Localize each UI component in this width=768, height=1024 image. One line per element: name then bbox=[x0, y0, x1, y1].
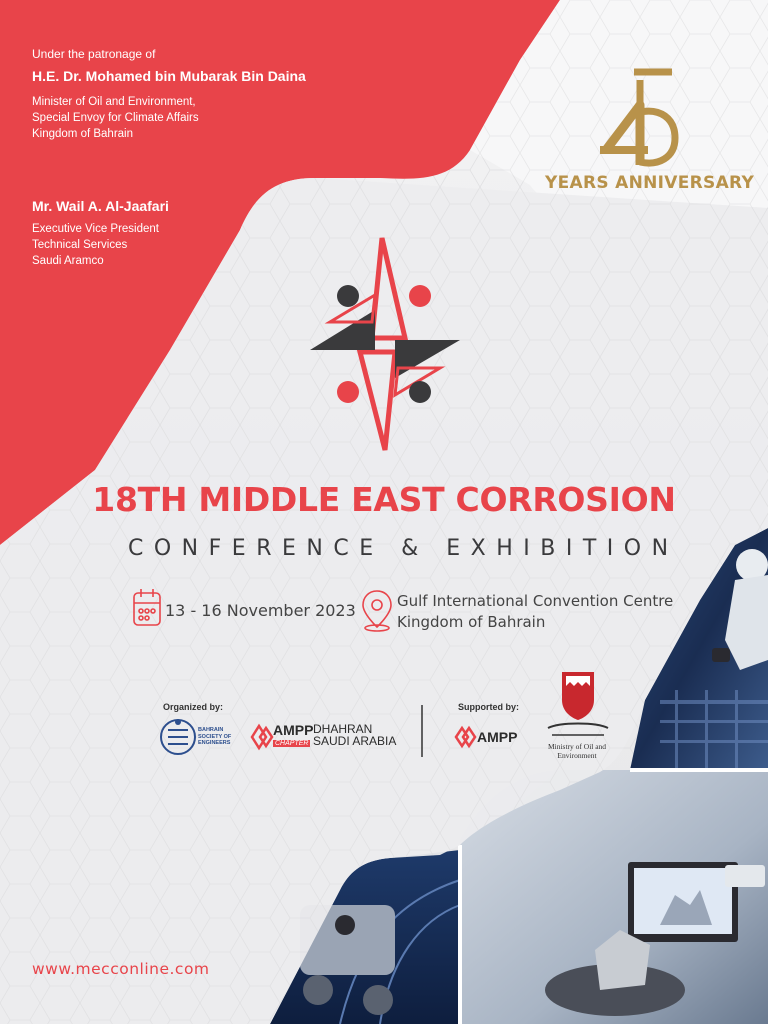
co-patron-name: Mr. Wail A. Al-Jaafari bbox=[32, 198, 169, 214]
supported-by-label: Supported by: bbox=[458, 702, 519, 712]
ampp-name: AMPP bbox=[477, 729, 518, 745]
patron-title-line: Kingdom of Bahrain bbox=[32, 128, 134, 140]
co-patron-title-line: Technical Services bbox=[32, 239, 128, 251]
patron-title-line: Minister of Oil and Environment, bbox=[32, 96, 196, 108]
ministry-name: Ministry of Oil and Environment bbox=[547, 742, 607, 760]
bse-logo-text: BAHRAIN SOCIETY OF ENGINEERS bbox=[198, 727, 232, 746]
venue-line: Kingdom of Bahrain bbox=[397, 613, 546, 631]
ampp-chapter-location: DHAHRAN SAUDI ARABIA bbox=[313, 722, 397, 748]
co-patron-title-line: Saudi Aramco bbox=[32, 255, 104, 267]
conference-title: 18TH MIDDLE EAST CORROSION bbox=[92, 480, 676, 519]
anniversary-label: YEARS ANNIVERSARY bbox=[545, 173, 755, 193]
event-venue bbox=[397, 591, 673, 633]
patron-title-line: Special Envoy for Climate Affairs bbox=[32, 112, 199, 124]
ampp-chapter-name: AMPP bbox=[273, 722, 314, 738]
co-patron-title-line: Executive Vice President bbox=[32, 223, 159, 235]
website-link[interactable]: www.mecconline.com bbox=[32, 960, 210, 978]
organized-by-label: Organized by: bbox=[163, 702, 224, 712]
ampp-chapter-tag: CHAPTER bbox=[275, 740, 309, 747]
conference-subtitle: CONFERENCE & EXHIBITION bbox=[128, 536, 679, 561]
venue-line: Gulf International Convention Centre bbox=[397, 592, 674, 610]
patron-name: H.E. Dr. Mohamed bin Mubarak Bin Daina bbox=[32, 68, 306, 84]
event-date: 13 - 16 November 2023 bbox=[165, 601, 356, 620]
patronage-intro: Under the patronage of bbox=[32, 47, 156, 61]
